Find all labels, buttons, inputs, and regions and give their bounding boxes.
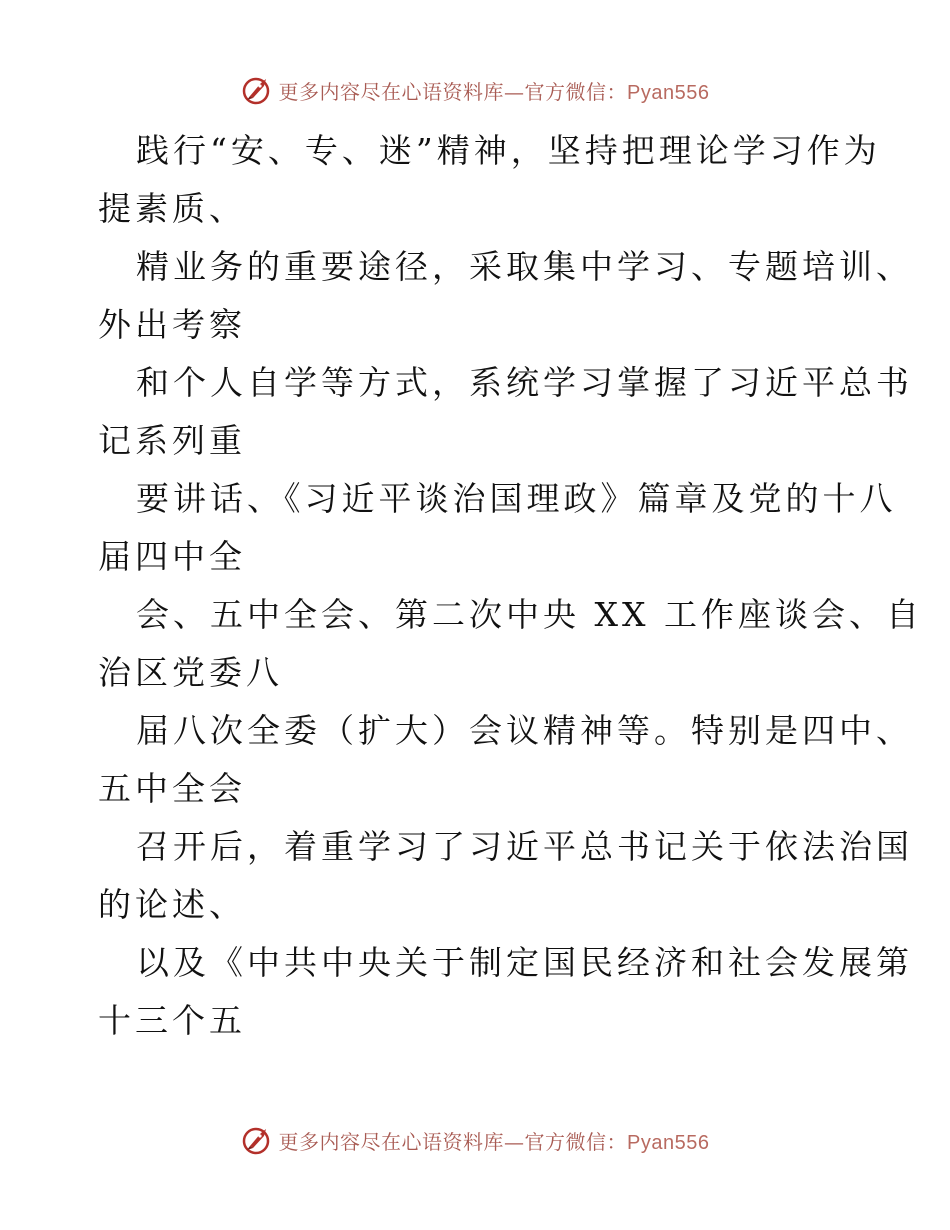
body-line: 精业务的重要途径，采取集中学习、专题培训、: [136, 247, 913, 286]
body-line: 外出考察: [98, 305, 246, 344]
body-line: 和个人自学等方式，系统学习掌握了习近平总书: [136, 363, 913, 402]
footer-banner-handle: Pyan556: [627, 1131, 710, 1154]
header-banner-label: 更多内容尽在心语资料库—官方微信：: [278, 79, 628, 104]
body-line: 的论述、: [98, 885, 246, 924]
body-line: 要讲话、《习近平谈治国理政》篇章及党的十八: [136, 479, 897, 518]
footer-banner: [0, 1120, 950, 1160]
header-banner-text: [279, 76, 710, 105]
body-line: 届八次全委（扩大）会议精神等。特别是四中、: [136, 711, 913, 750]
body-line: 五中全会: [98, 769, 246, 808]
body-line: 届四中全: [98, 537, 246, 576]
body-line: 治区党委八: [98, 653, 283, 692]
body-line: 践行“安、专、迷”精神，坚持把理论学习作为: [136, 131, 881, 170]
footer-banner-label: 更多内容尽在心语资料库—官方微信：: [278, 1129, 628, 1154]
body-line: 提素质、: [98, 189, 246, 228]
body-line: 十三个五: [98, 1001, 246, 1040]
pen-nib-logo-icon: [241, 1124, 273, 1156]
body-line: 会、五中全会、第二次中央 XX 工作座谈会、自: [136, 595, 923, 634]
header-banner: [0, 70, 950, 110]
body-line: 召开后，着重学习了习近平总书记关于依法治国: [136, 827, 913, 866]
pen-nib-logo-icon: [241, 74, 273, 106]
document-body: [98, 122, 923, 1050]
body-line: 记系列重: [98, 421, 246, 460]
header-banner-handle: Pyan556: [627, 81, 710, 104]
body-line: 以及《中共中央关于制定国民经济和社会发展第: [136, 943, 913, 982]
footer-banner-text: [279, 1126, 710, 1155]
